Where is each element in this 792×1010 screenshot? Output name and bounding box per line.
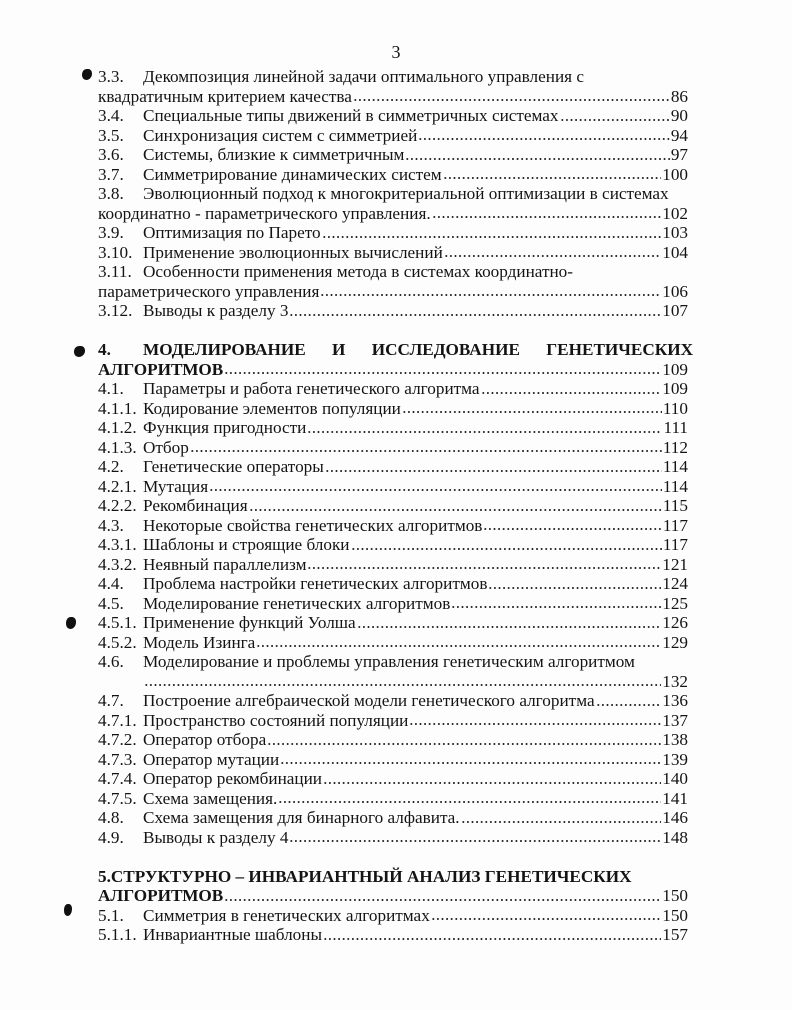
toc-line [98,769,688,789]
toc-line-continuation [98,886,688,906]
toc-line [98,457,688,477]
entry-title-continuation: квадратичным критерием качества [98,86,352,106]
toc-line [98,535,688,555]
toc-entry [98,867,688,906]
entry-title: Применение эволюционных вычислений [143,242,443,262]
entry-title: Специальные типы движений в симметричных системах [143,106,559,125]
entry-number: 3.6. [98,145,124,164]
ink-blot-mark [82,69,92,80]
dot-leader [443,170,662,180]
dot-leader [418,131,670,141]
toc-entry [98,613,688,633]
dot-leader [322,229,662,239]
entry-title-continuation: параметрического управления [98,281,320,301]
dot-leader [323,931,661,941]
page-ref: 141 [662,788,688,808]
toc-line [98,418,688,438]
toc-entry [98,243,688,263]
dot-leader [280,755,661,765]
page-ref: 136 [662,691,688,710]
toc-entry [98,165,688,185]
page-ref: 86 [670,86,688,106]
dot-leader [144,677,661,687]
entry-title: Неявный параллелизм [143,554,307,574]
toc-line [98,496,688,516]
toc-entry [98,535,688,555]
dot-leader [307,560,661,570]
page-ref: 150 [662,905,688,925]
page-ref: 132 [662,671,688,691]
dot-leader [402,404,662,414]
entry-number: 4.2.2. [98,496,137,515]
dot-leader [325,463,662,473]
page-ref: 110 [662,398,688,418]
dot-leader [596,697,662,707]
entry-number: 3.10. [98,242,133,262]
dot-leader [351,541,662,551]
entry-number: 4.3.2. [98,554,137,574]
entry-number: 4.2. [98,457,124,476]
toc-line [98,808,688,828]
dot-leader [431,911,661,921]
entry-number: 5. [98,866,111,886]
page-ref: 146 [662,808,688,827]
ink-blot-mark [66,617,76,629]
dot-leader [560,112,670,122]
page-ref: 111 [663,418,688,437]
toc-line [98,613,688,633]
dot-leader [224,892,661,902]
entry-number: 4.7.5. [98,788,137,808]
toc-line [98,516,688,536]
table-of-contents [98,67,694,945]
page-ref: 112 [662,437,688,457]
toc-entry [98,750,688,770]
toc-line [98,867,688,887]
entry-number: 4.7.2. [98,730,137,749]
toc-line [98,184,688,204]
dot-leader [224,365,661,375]
page-ref: 107 [662,301,688,320]
page-ref: 103 [662,223,688,242]
toc-entry [98,418,688,438]
page-ref: 102 [662,203,688,223]
ink-blot-mark [74,346,85,357]
toc-entry [98,828,688,848]
entry-title-continuation: АЛГОРИТМОВ [98,359,224,379]
entry-number: 4.6. [98,652,124,671]
entry-number: 4.3. [98,515,124,535]
dot-leader [357,619,662,629]
toc-entry [98,925,688,945]
dot-leader [267,736,661,746]
page-ref: 129 [662,632,688,652]
toc-line [98,906,688,926]
toc-line-continuation [98,360,688,380]
page-ref: 97 [670,145,688,164]
page-ref: 100 [662,164,688,184]
entry-title: Оптимизация по Парето [143,223,321,242]
toc-line [98,262,688,282]
toc-entry [98,126,688,146]
toc-entry [98,262,688,301]
dot-leader [483,521,661,531]
toc-line-continuation [98,87,688,107]
entry-title: Пространство состояний популяции [143,710,409,730]
entry-number: 3.8. [98,184,124,203]
toc-line [98,165,688,185]
entry-title: Генетические операторы [143,457,324,476]
toc-line [98,145,688,165]
entry-title: Моделирование генетических алгоритмов [143,593,451,613]
entry-number: 4.9. [98,827,124,847]
entry-title: Рекомбинация [143,496,248,515]
entry-title: Особенности применения метода в системах координатно- [143,262,573,281]
toc-line [98,574,688,594]
dot-leader [488,580,661,590]
entry-title: МОДЕЛИРОВАНИЕ И ИССЛЕДОВАНИЕ ГЕНЕТИЧЕСКИХ [143,340,694,359]
page-ref: 138 [662,730,688,749]
dot-leader [432,209,662,219]
page-ref: 114 [662,457,688,476]
toc-entry [98,574,688,594]
entry-number: 3.9. [98,223,124,242]
toc-entry [98,184,688,223]
toc-line [98,711,688,731]
entry-title: Схема замещения. [143,788,278,808]
toc-line [98,438,688,458]
entry-number: 4.1.1. [98,398,137,418]
toc-line [98,730,688,750]
toc-line [98,828,688,848]
entry-title-continuation: АЛГОРИТМОВ [98,886,224,905]
entry-number: 4.7.3. [98,749,137,769]
toc-entry [98,106,688,126]
toc-entry [98,789,688,809]
toc-entry [98,769,688,789]
page-ref: 106 [662,281,688,301]
toc-entry [98,379,688,399]
toc-line-continuation [98,672,688,692]
page-ref: 139 [662,749,688,769]
toc-entry [98,633,688,653]
entry-title: Синхронизация систем с симметрией [143,125,418,145]
entry-number: 3.7. [98,164,124,184]
dot-leader [190,443,662,453]
entry-number: 3.5. [98,125,124,145]
entry-title: Оператор мутации [143,749,280,769]
toc-line-continuation [98,204,688,224]
page-ref: 148 [662,827,688,847]
entry-title: Инвариантные шаблоны [143,925,323,944]
page-ref: 109 [662,379,688,398]
ink-blot-mark [64,904,72,916]
toc-line [98,106,688,126]
dot-leader [481,385,662,395]
dot-leader [278,794,661,804]
entry-number: 4.5. [98,593,124,613]
entry-title-continuation: координатно - параметрического управления. [98,203,431,223]
toc-entry [98,145,688,165]
toc-line [98,379,688,399]
entry-number: 4.1.2. [98,418,137,437]
entry-title: Декомпозиция линейной задачи оптимального управления с [143,67,584,86]
entry-number: 4.7.1. [98,710,137,730]
dot-leader [409,716,661,726]
page-ref: 140 [662,769,688,788]
dot-leader [405,151,669,161]
entry-number: 4.5.2. [98,632,137,652]
entry-title: Функция пригодности [143,418,307,437]
entry-title: Модель Изинга [143,632,256,652]
toc-entry [98,477,688,497]
toc-line [98,555,688,575]
toc-line-continuation [98,282,688,302]
dot-leader [249,502,662,512]
entry-title: Шаблоны и строящие блоки [143,535,350,554]
entry-number: 3.12. [98,301,133,320]
toc-line [98,750,688,770]
entry-number: 5.1. [98,905,124,925]
dot-leader [289,833,661,843]
toc-line [98,223,688,243]
page-ref: 115 [662,496,688,515]
page-ref: 126 [662,613,688,632]
entry-number: 3.4. [98,106,124,125]
page-ref: 104 [662,242,688,262]
toc-line [98,652,688,672]
toc-line [98,67,688,87]
entry-title: Некоторые свойства генетических алгоритмов [143,515,483,535]
entry-title: Параметры и работа генетического алгоритма [143,379,480,398]
toc-line [98,477,688,497]
page-number: 3 [391,42,401,62]
entry-title: Симметрирование динамических систем [143,164,442,184]
toc-entry [98,691,688,711]
page-ref: 150 [662,886,688,905]
entry-title: Схема замещения для бинарного алфавита. [143,808,460,827]
entry-number: 4.4. [98,574,124,593]
toc-line [98,789,688,809]
page-ref: 137 [662,710,688,730]
toc-entry [98,594,688,614]
dot-leader [451,599,661,609]
entry-number: 4.7. [98,691,124,710]
page-ref: 94 [670,125,688,145]
dot-leader [320,287,661,297]
entry-title: Симметрия в генетических алгоритмах [143,905,430,925]
page-ref: 117 [662,515,688,535]
entry-number: 3.3. [98,67,124,86]
toc-line [98,243,688,263]
toc-entry [98,340,694,379]
toc-entry [98,301,688,321]
toc-entry [98,223,688,243]
page-ref: 90 [670,106,688,125]
entry-number: 5.1.1. [98,925,137,944]
entry-title: Применение функций Уолша [143,613,356,632]
dot-leader [256,638,661,648]
page-ref: 121 [662,554,688,574]
toc-line [98,594,688,614]
entry-title: Проблема настройки генетических алгоритмов [143,574,488,593]
entry-title: Построение алгебраической модели генетического алгоритма [143,691,595,710]
page-ref: 124 [662,574,688,593]
dot-leader [323,775,661,785]
entry-title: Эволюционный подход к многокритериальной оптимизации в системах [143,184,669,203]
entry-title: Кодирование элементов популяции [143,398,401,418]
entry-title: Выводы к разделу 4 [143,827,289,847]
toc-line [98,126,688,146]
dot-leader [307,424,662,434]
entry-title: Отбор [143,437,189,457]
entry-number: 3.11. [98,262,132,281]
toc-entry [98,730,688,750]
toc-entry [98,711,688,731]
entry-number: 4.2.1. [98,476,137,496]
entry-number: 4.3.1. [98,535,137,554]
toc-entry [98,496,688,516]
entry-title: Оператор рекомбинации [143,769,322,788]
toc-entry [98,555,688,575]
toc-line [98,633,688,653]
toc-line [98,301,688,321]
entry-number: 4. [98,340,111,359]
entry-number: 4.1. [98,379,124,398]
dot-leader [289,307,661,317]
toc-line [98,925,688,945]
dot-leader [444,248,661,258]
section-gap [98,847,688,867]
toc-entry [98,808,688,828]
section-gap [98,321,688,341]
entry-title: Оператор отбора [143,730,267,749]
entry-number: 4.1.3. [98,437,137,457]
toc-entry [98,67,688,106]
entry-title: СТРУКТУРНО – ИНВАРИАНТНЫЙ АНАЛИЗ ГЕНЕТИЧЕСКИХ [110,866,632,886]
toc-line [98,691,688,711]
entry-number: 4.8. [98,808,124,827]
dot-leader [209,482,662,492]
page-ref: 125 [662,593,688,613]
page-ref: 109 [662,359,688,379]
entry-title: Выводы к разделу 3 [143,301,289,320]
entry-number: 4.5.1. [98,613,137,632]
toc-line [98,399,688,419]
toc-entry [98,652,688,691]
toc-entry [98,906,688,926]
toc-entry [98,399,688,419]
toc-entry [98,516,688,536]
page-ref: 117 [662,535,688,554]
entry-title: Системы, близкие к симметричным [143,145,405,164]
entry-number: 4.7.4. [98,769,137,788]
page-ref: 157 [662,925,688,944]
page-ref: 114 [662,476,688,496]
toc-entry [98,438,688,458]
dot-leader [353,92,670,102]
entry-title: Мутация [143,476,209,496]
toc-entry [98,457,688,477]
entry-title: Моделирование и проблемы управления генетическим алгоритмом [143,652,635,671]
toc-line [98,340,694,360]
dot-leader [461,814,662,824]
